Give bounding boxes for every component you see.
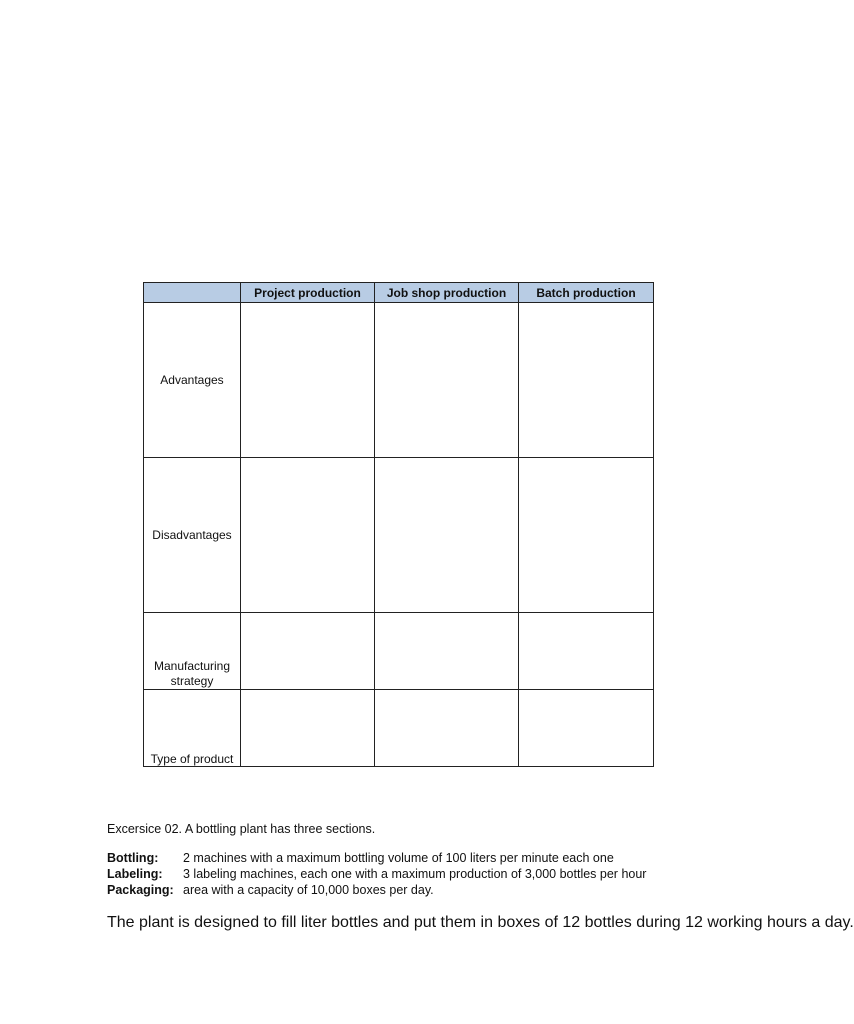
row-label-manufacturing-strategy: Manufacturing strategy [144,613,241,690]
cell-disadvantages-job-shop[interactable] [375,458,519,613]
exercise-note [0,914,854,931]
cell-product-project[interactable] [241,690,375,767]
row-label-type-of-product: Type of product [144,690,241,767]
header-cell-empty [144,283,241,303]
exercise-title: Excersice 02. A bottling plant has three sections. [107,822,376,836]
section-text-bottling: 2 machines with a maximum bottling volume of 100 liters per minute each one [183,851,614,865]
header-job-shop-production: Job shop production [375,283,519,303]
header-project-production: Project production [241,283,375,303]
table-row-advantages [144,303,654,458]
cell-product-job-shop[interactable] [375,690,519,767]
table-row-manufacturing-strategy [144,613,654,690]
cell-strategy-job-shop[interactable] [375,613,519,690]
section-bottling [0,851,657,867]
row-label-disadvantages: Disadvantages [144,458,241,613]
cell-advantages-job-shop[interactable] [375,303,519,458]
cell-strategy-batch[interactable] [519,613,654,690]
table-row-disadvantages [144,458,654,613]
cell-strategy-project[interactable] [241,613,375,690]
cell-advantages-project[interactable] [241,303,375,458]
cell-product-batch[interactable] [519,690,654,767]
section-label-bottling: Bottling: [107,851,159,865]
comparison-table [143,282,654,767]
section-packaging [0,883,657,899]
header-batch-production: Batch production [519,283,654,303]
section-labeling [0,867,657,883]
header-row [144,283,654,303]
cell-advantages-batch[interactable] [519,303,654,458]
section-text-labeling: 3 labeling machines, each one with a maximum production of 3,000 bottles per hour [183,867,647,881]
section-label-packaging: Packaging: [107,883,174,897]
exercise-note-text: The plant is designed to fill liter bottles and put them in boxes of 12 bottles during 12 working hours a day. [107,914,854,931]
section-label-labeling: Labeling: [107,867,163,881]
table-row-type-of-product [144,690,654,767]
section-text-packaging: area with a capacity of 10,000 boxes per day. [183,883,434,897]
cell-disadvantages-batch[interactable] [519,458,654,613]
row-label-advantages: Advantages [144,303,241,458]
cell-disadvantages-project[interactable] [241,458,375,613]
